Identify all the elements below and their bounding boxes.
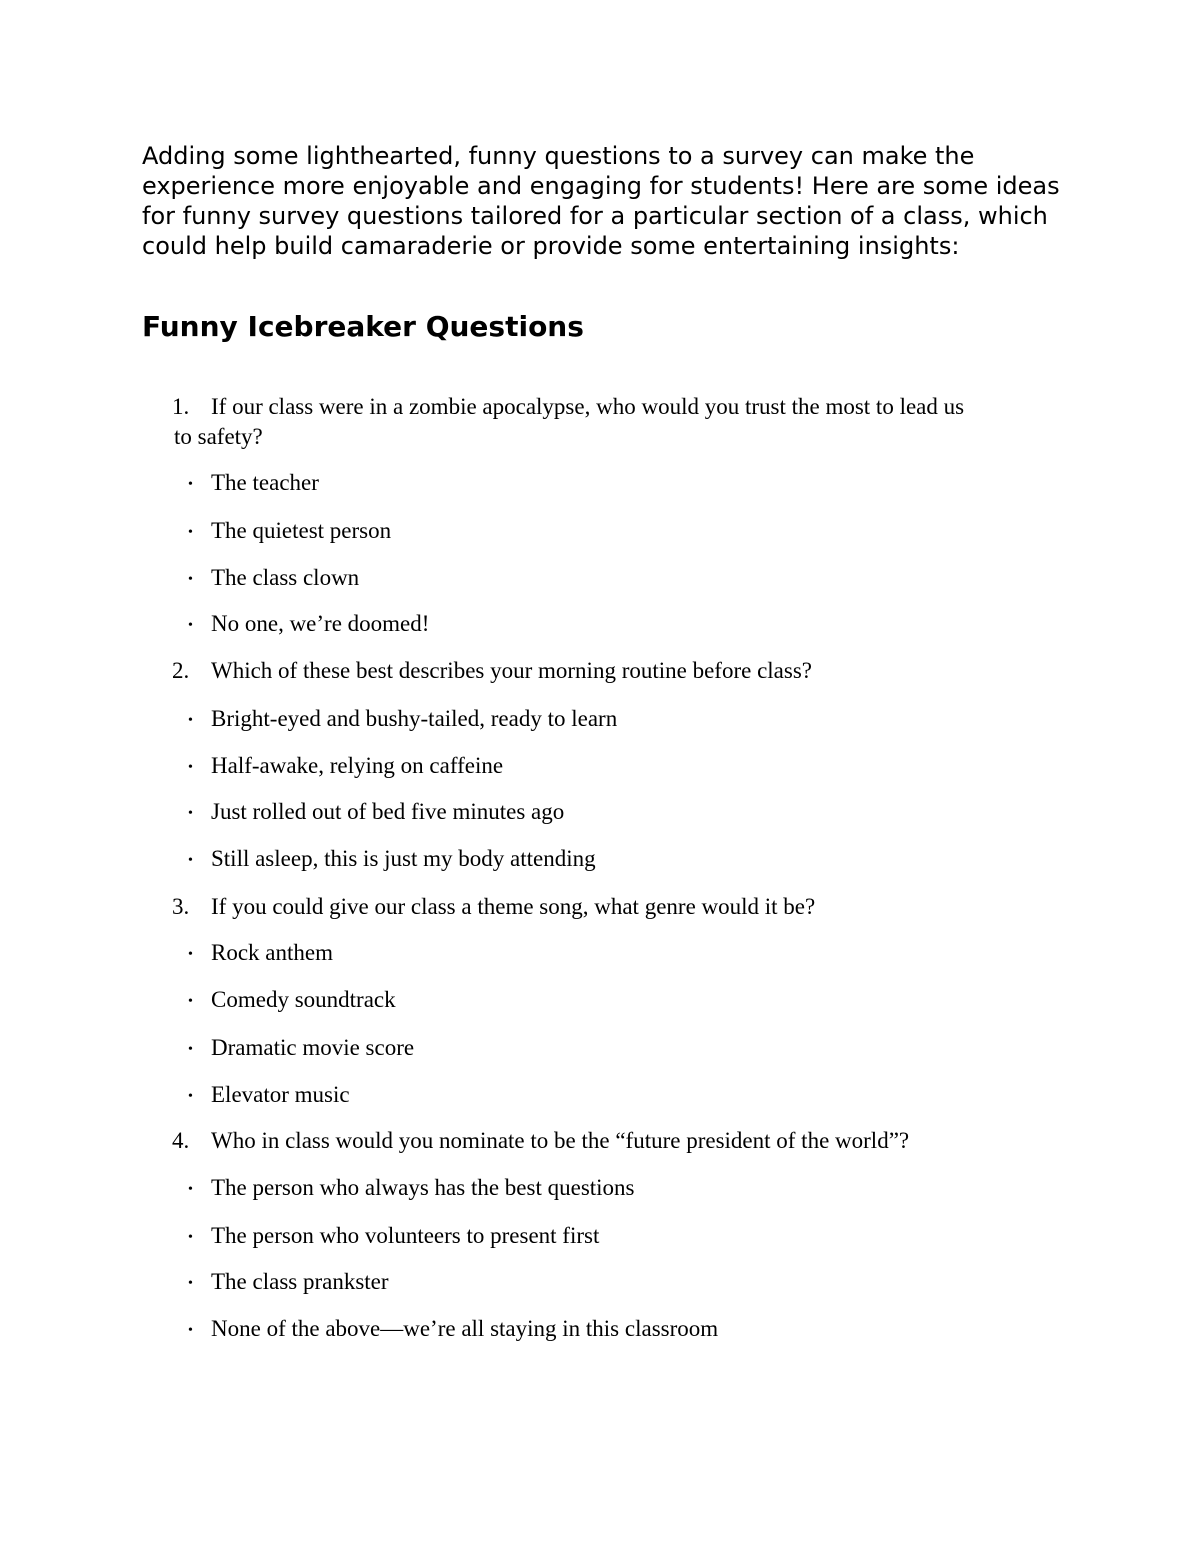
list-item [188,985,396,1017]
bullet-icon: • [188,713,193,728]
option-text: Dramatic movie score [211,1035,415,1060]
list-item [188,609,429,641]
question-number: 1. [172,394,190,419]
question-text-continued: to safety? [174,424,263,449]
option-text: The person who always has the best questions [211,1175,635,1200]
bullet-icon: • [188,760,193,775]
bullet-icon: • [188,1323,193,1338]
option-text: Comedy soundtrack [211,987,396,1012]
bullet-icon: • [188,618,193,633]
list-item [188,1221,599,1253]
list-item [188,844,596,876]
list-item [188,938,333,970]
option-text: Rock anthem [211,940,333,965]
option-text: The class prankster [211,1269,389,1294]
bullet-icon: • [188,994,193,1009]
option-text: Still asleep, this is just my body attending [211,846,596,871]
option-text: The quietest person [211,518,392,543]
intro-paragraph: Adding some lighthearted, funny questions to a survey can make the experience more enjoyable and engaging for students! Here are some ideas for funny survey questions tailored for a particular section of a class, which could help build camaraderie or provide some entertaining insights: [142,142,1060,260]
bullet-icon: • [188,806,193,821]
list-item [188,1267,389,1299]
question-number: 2. [172,658,190,683]
option-text: Bright-eyed and bushy-tailed, ready to learn [211,706,618,731]
list-item [188,1080,350,1112]
question-text: Which of these best describes your morning routine before class? [211,658,812,683]
question-text: Who in class would you nominate to be the “future president of the world”? [211,1128,910,1153]
option-text: Just rolled out of bed five minutes ago [211,799,565,824]
bullet-icon: • [188,1182,193,1197]
option-text: No one, we’re doomed! [211,611,430,636]
question-text: If our class were in a zombie apocalypse, who would you trust the most to lead us [211,394,965,419]
bullet-icon: • [188,1230,193,1245]
list-item [188,468,319,500]
bullet-icon: • [188,853,193,868]
bullet-icon: • [188,1089,193,1104]
section-heading: Funny Icebreaker Questions [142,310,584,343]
list-item [188,1314,718,1346]
question-text: If you could give our class a theme song, what genre would it be? [211,894,816,919]
option-text: The person who volunteers to present first [211,1223,600,1248]
bullet-icon: • [188,1276,193,1291]
bullet-icon: • [188,525,193,540]
bullet-icon: • [188,572,193,587]
option-text: The teacher [211,470,319,495]
list-item [188,797,564,829]
option-text: None of the above—we’re all staying in this classroom [211,1316,719,1341]
list-item [188,751,503,783]
list-item [188,563,359,595]
bullet-icon: • [188,947,193,962]
question-number: 4. [172,1128,190,1153]
list-item [188,1173,635,1205]
list-item [188,516,391,548]
option-text: The class clown [211,565,360,590]
option-text: Elevator music [211,1082,350,1107]
bullet-icon: • [188,1042,193,1057]
bullet-icon: • [188,477,193,492]
list-item [188,1033,414,1065]
option-text: Half-awake, relying on caffeine [211,753,504,778]
list-item [188,704,617,736]
question-number: 3. [172,894,190,919]
